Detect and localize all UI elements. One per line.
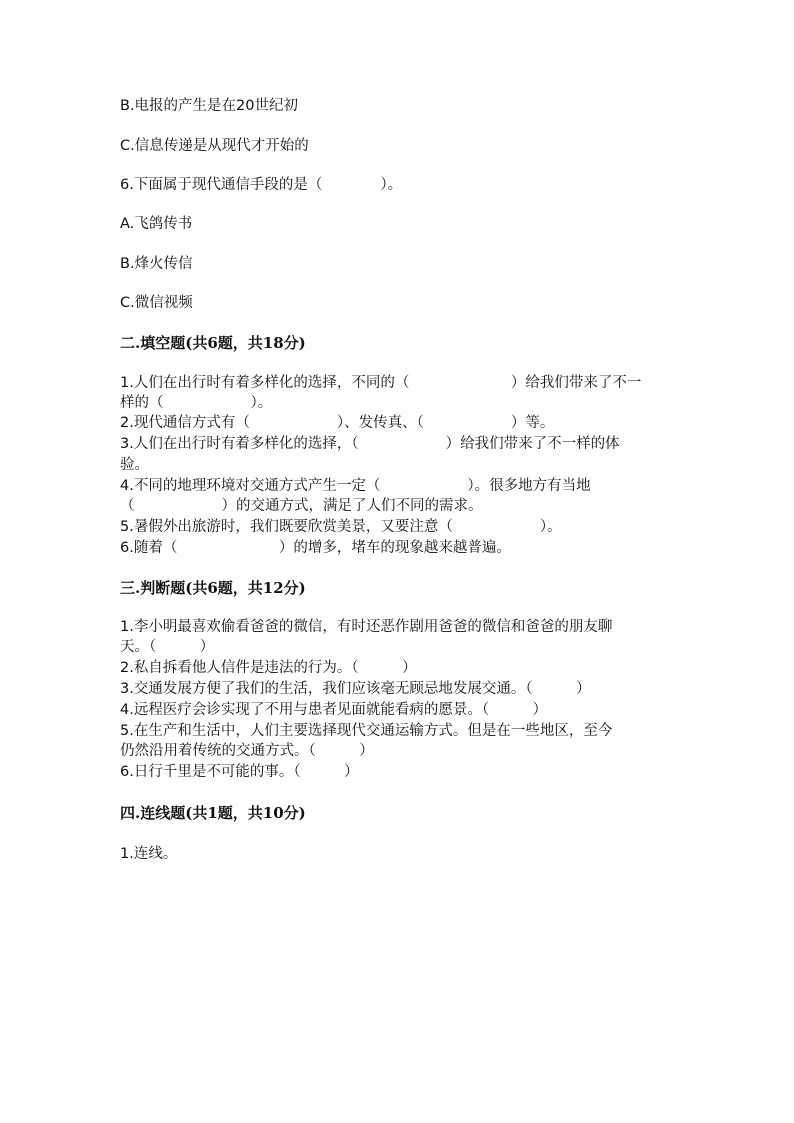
fill-line: 样的（ ）。 (120, 395, 273, 411)
section2-title: 二.填空题(共6题，共18分) (120, 334, 306, 352)
judge-line: 6.日行千里是不可能的事。（ ） (120, 764, 359, 780)
judge-line: 5.在生产和生活中，人们主要选择现代交通运输方式。但是在一些地区，至今 (120, 723, 613, 739)
fill-line: 6.随着（ ）的增多，堵车的现象越来越普遍。 (120, 540, 511, 556)
q5-option-b: B.电报的产生是在20世纪初 (120, 98, 299, 114)
section4-title: 四.连线题(共1题，共10分) (120, 804, 306, 822)
fill-line: 验。 (120, 457, 149, 473)
judge-line: 4.远程医疗会诊实现了不用与患者见面就能看病的愿景。（ ） (120, 702, 548, 718)
fill-line: （ ）的交通方式，满足了人们不同的需求。 (120, 498, 483, 514)
judge-line: 2.私自拆看他人信件是违法的行为。（ ） (120, 660, 417, 676)
judge-line: 3.交通发展方便了我们的生活，我们应该毫无顾忌地发展交通。（ ） (120, 681, 591, 697)
fill-line: 5.暑假外出旅游时，我们既要欣赏美景，又要注意（ ）。 (120, 519, 562, 535)
q6-option-c: C.微信视频 (120, 295, 193, 311)
q6-stem: 6.下面属于现代通信手段的是（ ）。 (120, 177, 403, 193)
fill-line: 3.人们在出行时有着多样化的选择，（ ）给我们带来了不一样的体 (120, 436, 620, 452)
judge-line: 天。（ ） (120, 639, 215, 655)
match-line: 1.连线。 (120, 846, 178, 862)
fill-line: 4.不同的地理环境对交通方式产生一定（ ）。很多地方有当地 (120, 478, 591, 494)
fill-line: 1.人们在出行时有着多样化的选择，不同的（ ）给我们带来了不一 (120, 375, 642, 391)
q6-option-b: B.烽火传信 (120, 256, 193, 272)
fill-line: 2.现代通信方式有（ ）、发传真、（ ）等。 (120, 415, 555, 431)
q5-option-c: C.信息传递是从现代才开始的 (120, 138, 309, 154)
judge-line: 仍然沿用着传统的交通方式。（ ） (120, 743, 374, 759)
section3-title: 三.判断题(共6题，共12分) (120, 579, 306, 597)
q6-option-a: A.飞鸽传书 (120, 216, 193, 232)
judge-line: 1.李小明最喜欢偷看爸爸的微信，有时还恶作剧用爸爸的微信和爸爸的朋友聊 (120, 619, 613, 635)
